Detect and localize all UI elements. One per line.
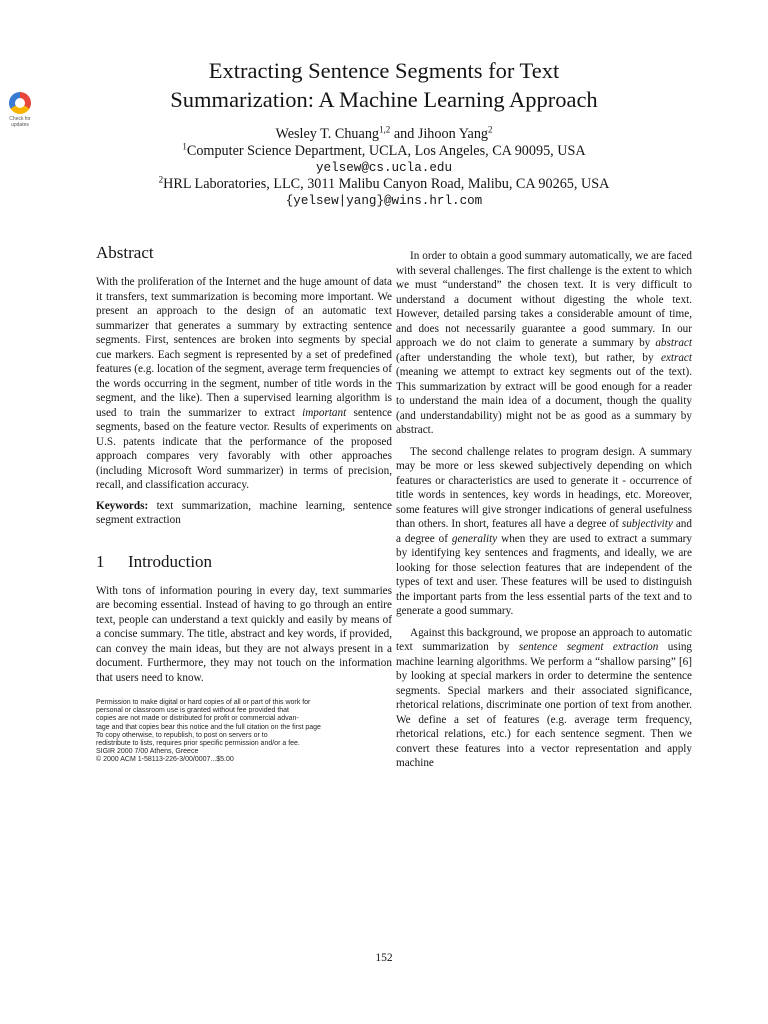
affiliation-2: $^2$HRL Laboratories, LLC, 3011 Malibu Canyon Road, Malibu, CA 90265, USA <box>158 174 610 193</box>
page-number: 152 <box>375 952 393 964</box>
left-column <box>96 243 392 765</box>
badge-label: Check for updates <box>9 116 31 128</box>
email-2: {yelsew|yang}@wins.hrl.com <box>285 194 483 209</box>
abstract-text: With the proliferation of the Internet and the huge amount of data it transfers, text summarization is becoming more important. We present an approach to the design of an automatic text summarizer that generates a summary by extracting sentence segments. First, sentences are broken into segments by special cue markers. Each segment is represented by a set of predefined features (e.g. location of the segment, average term frequencies of the words occurring in the segment, number of title words in the segment, and the like). Then a supervised learning algorithm is used to train the summarizer to extract important sentence segments, based on the feature vector. Results of experiments on U.S. patents indicate that the performance of the proposed approach compares very favorably with other approaches (including Microsoft Word summarizer) in terms of precision, recall, and classification accuracy. <box>96 276 392 491</box>
paper-title: Extracting Sentence Segments for Text Summarization: A Machine Learning Approach <box>170 58 598 112</box>
author-block <box>0 126 768 210</box>
keywords: Keywords: text summarization, machine learning, sentence segment extraction <box>96 499 392 526</box>
paragraph-program-design: The second challenge relates to program design. A summary may be more or less skewed subjectively depending on which features or characteristics are used to generate it - occurrence of title words in sentences, key words in headings, etc. Moreover, some features will give stronger indications of general usefulness than others. In short, features all have a degree of subjectivity and a degree of generality when they are used to extract a summary by identifying key sentences and fragments, and ideally, we are looking for those selection features that are independent of the types of text and user. These features will be used to distinguish the important parts from the less essential parts of the text and to generate a good summary. <box>396 445 692 617</box>
section-heading-introduction: 1 Introduction <box>96 551 213 571</box>
right-column <box>396 249 692 771</box>
intro-paragraph: With tons of information pouring in every day, text summaries are becoming essential. Instead of having to go through an entire text, people can understand a text quickly and easily by means of a concise summary. The title, abstract and key words, if provided, can convey the main ideas, but they are not always present in a document. Furthermore, they may not touch on the information that users need to know. <box>96 584 392 684</box>
abstract-heading: Abstract <box>96 243 154 262</box>
paragraph-approach: Against this background, we propose an approach to automatic text summarization by sentence segment extraction using machine learning algorithms. We perform a “shallow parsing” [6] by looking at special markers in order to determine the sentence segments. Special markers and their associated significance, rhetorical relations, discriminate one portion of text from another. We define a set of features (e.g. average term frequency, rhetorical relations, etc.) for each sentence segment. Then we convert these features into a vector representation and apply machine <box>396 626 693 769</box>
author-names: Wesley T. Chuang$^{1,2}$ and Jihoon Yang$^2$ <box>275 124 493 142</box>
email-1: yelsew@cs.ucla.edu <box>315 160 453 175</box>
copyright-footnote: Permission to make digital or hard copies of all or part of this work for personal or classroom use is granted without fee provided that copies are not made or distributed for profit or commercial advan- tage and that copies bear this notice and the full citation on the first page To copy otherwise, to republish, to post on servers or to redistribute to lists, requires prior specific permission and/or a fee. SIGIR 2000 7/00 Athens, Greece © 2000 ACM 1-58113-226-3/00/0007...$5.00 <box>96 699 321 764</box>
paragraph-challenges: In order to obtain a good summary automatically, we are faced with several challenges. The first challenge is the extent to which we must “understand” the chosen text. It is very difficult to understand a document without digesting the whole text. However, detailed parsing takes a considerable amount of time, and does not necessarily guarantee a good summary. In our approach we do not claim to generate a summary by abstract (after understanding the whole text), but rather, by extract (meaning we attempt to extract key segments out of the text). This summarization by extract will be good enough for a reader to understand the main idea of a document, though the quality (and understandability) might not be as good as a summary by abstract. <box>396 250 692 436</box>
affiliation-1: $^1$Computer Science Department, UCLA, Los Angeles, CA 90095, USA <box>182 141 586 159</box>
